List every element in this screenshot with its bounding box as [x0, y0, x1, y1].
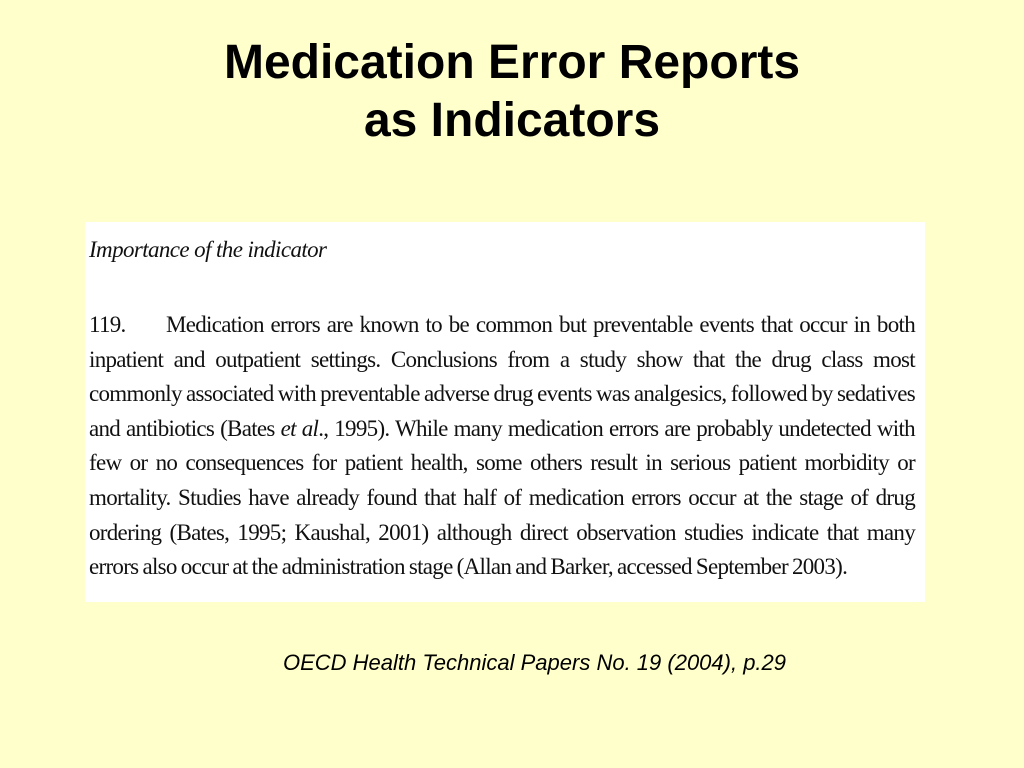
slide-title-line-1: Medication Error Reports — [223, 36, 801, 89]
slide-title — [0, 34, 1024, 150]
paragraph-text-part-2: ., 1995). While many medication errors are probably undetected with few or no consequences for patient health, some others result in serious patient morbidity or mortality. Studies have already found that half of medication errors occur at the stage of drug ordering (Bates, 1995; Kaushal, 2001) although direct observation studies indicate that many errors also occur at the administration stage (Allan and Barker, accessed September 2003). — [89, 415, 915, 580]
source-caption: OECD Health Technical Papers No. 19 (2004), p.29 — [283, 650, 787, 675]
excerpt-heading: Importance of the indicator — [89, 237, 327, 262]
slide-title-line-2: as Indicators — [363, 94, 661, 147]
paragraph-text-italic: et al — [280, 415, 319, 441]
excerpt-paragraph — [89, 308, 915, 585]
document-excerpt-image — [85, 222, 925, 602]
paragraph-text-part-1: Medication errors are known to be common but preventable events that occur in both inpatient and outpatient settings. Conclusions from a study show that the drug class most commonly associated with preventable adverse drug events was analgesics, followed by sedatives and antibiotics (Bates — [89, 312, 915, 441]
paragraph-number: 119. — [89, 312, 126, 337]
